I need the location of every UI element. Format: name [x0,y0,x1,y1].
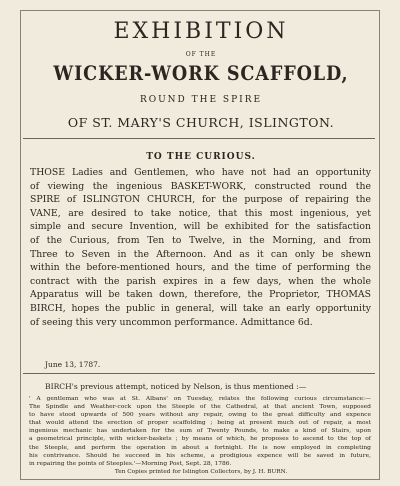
quote-line: in repairing the points of Steeples.'—Morning Post, Sept. 28, 1786. [29,459,232,467]
to-the-curious-heading: TO THE CURIOUS. [146,152,256,162]
quote-line: to have stood upwards of 500 years without any repair, owing to the great difficulty and expence [29,411,371,419]
announcement-line: of the Curious, from Ten to Twelve, in the Morning, and from [30,234,371,246]
announcement-line: BIRCH, hopes the public in general, will take an early opportunity [30,302,371,314]
announcement-line: of seeing this very uncommon performance. Admittance 6d. [30,316,313,328]
announcement-line: contract with the parish expires in a few days, when the whole [30,275,371,287]
quote-line: that would attend the erection of proper scaffolding ; being at present much out of repair, a most [29,419,371,427]
divider-bottom [23,373,375,374]
quote-line: a geometrical principle, with wicker-baskets ; by means of which, he proposes to ascend to the top of [29,435,371,443]
announcement-line: THOSE Ladies and Gentlemen, who have not had an opportunity [30,167,371,178]
announcement-line: Apparatus will be taken down, therefore, the Proprietor, THOMAS [30,289,371,301]
title-exhibition: EXHIBITION [113,19,289,44]
birch-previous-attempt-note: BIRCH's previous attempt, noticed by Nelson, is thus mentioned :— [45,382,307,391]
poster-border [20,10,380,480]
announcement-line: VANE, are desired to take notice, that this most ingenious, yet [30,207,371,219]
announcement-line: Three to Seven in the Afternoon. And as it can only be shewn [30,248,371,260]
divider-top [23,138,375,139]
announcement-line: of viewing the ingenious BASKET-WORK, constructed round the [30,180,371,192]
newspaper-quote [29,395,371,468]
quote-line: ingenious mechanic has undertaken for the sum of Twenty Pounds, to make a kind of Stairs, upon [29,427,371,435]
quote-line: his contrivance. Should he succeed in his scheme, a prodigious expence will be saved in future, [29,451,371,459]
printer-footer: Ten Copies printed for Islington Collectors, by J. H. BURN. [114,469,288,475]
announcement-line: SPIRE of ISLINGTON CHURCH, for the purpose of repairing the [30,194,371,206]
of-the-label: OF THE [185,51,217,58]
announcement-date: June 13, 1787. [45,360,101,369]
announcement-line: within the before-mentioned hours, and the time of performing the [30,262,371,274]
announcement-line: simple and secure Invention, will be exhibited for the satisfaction [30,221,371,233]
quote-line: ' A gentleman who was at St. Albans' on Tuesday, relates the following curious circumstance:— [29,395,371,402]
title-wicker-work-scaffold: WICKER-WORK SCAFFOLD, [53,61,349,85]
announcement-paragraph [30,166,371,329]
quote-line: The Spindle and Weather-cock upon the Steeple of the Cathedral, at that ancient Town, supposed [29,403,371,411]
round-the-spire-label: ROUND THE SPIRE [139,95,263,105]
quote-line: the Steeple, and perform the operation in about a fortnight. He is now employed in completing [29,443,371,451]
church-name-line: OF ST. MARY'S CHURCH, ISLINGTON. [67,115,335,130]
